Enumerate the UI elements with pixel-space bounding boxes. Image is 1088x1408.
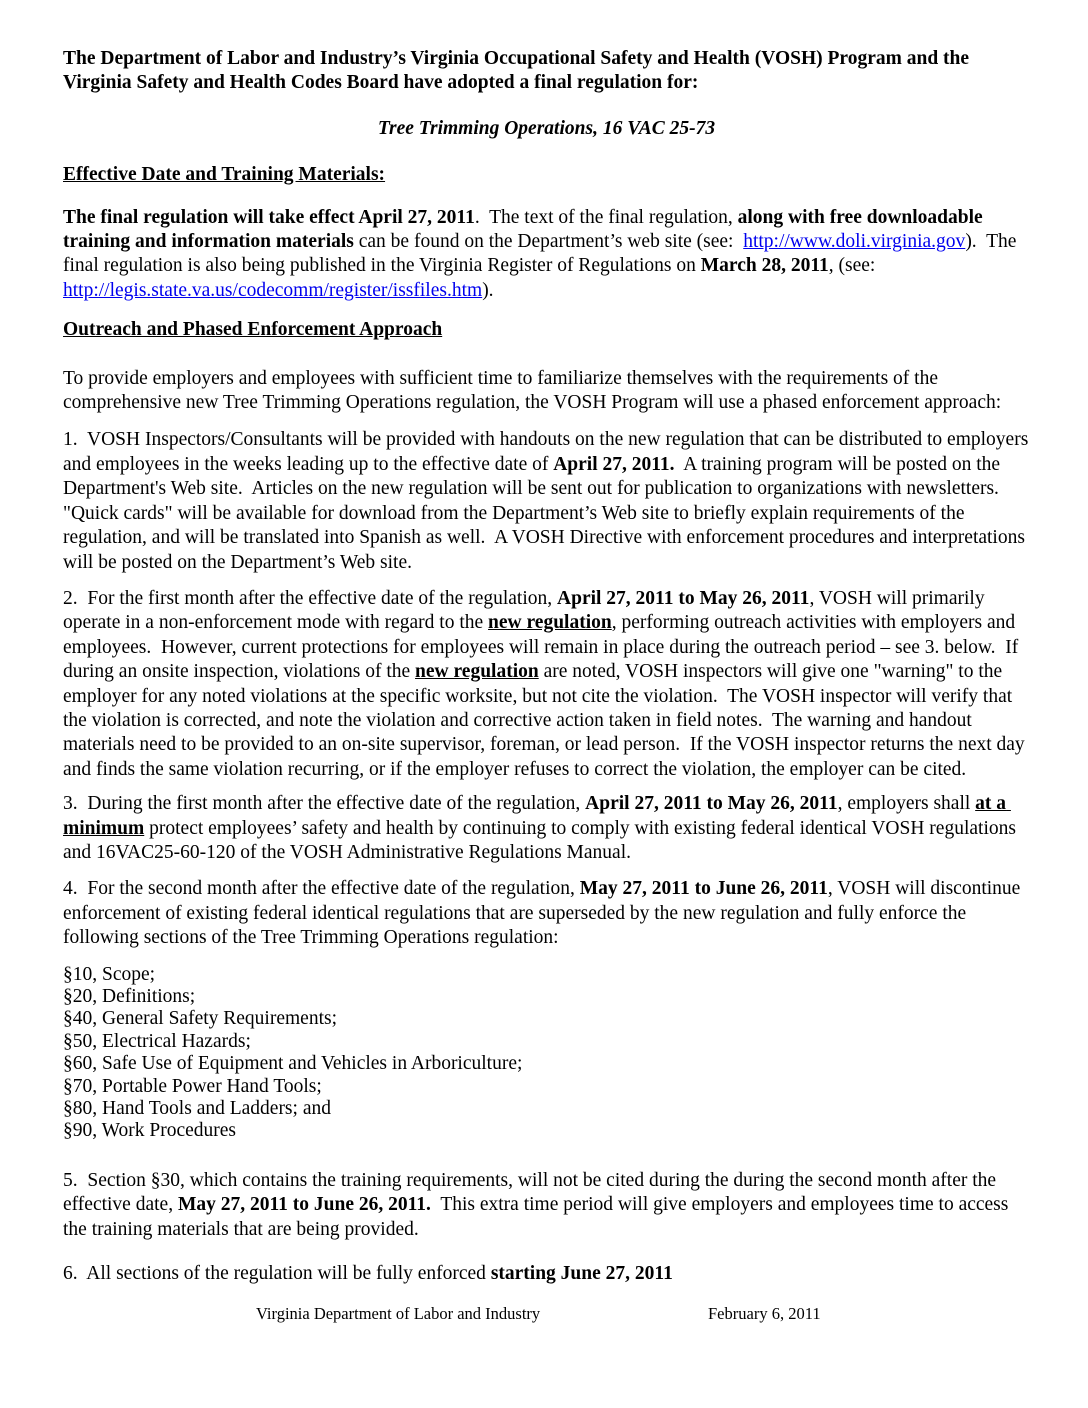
text-run: at a minimum [63, 793, 1011, 839]
text-run: , employers shall [837, 793, 976, 815]
text-run: The Department of Labor and Industry’s Virginia Occupational Safety and Health (VOSH) Program and the Virginia Safety and Health Codes Board have adopted a final regulation for: [63, 48, 974, 94]
text-run: 5. Section §30, which contains the training requirements, will not be cited during the during the second month after the effective date, [63, 1169, 1001, 1216]
text-run: 6. All sections of the regulation will be fully enforced [63, 1263, 491, 1285]
text-run: April 27, 2011 to May 26, 2011 [557, 587, 810, 609]
regulation-title: Tree Trimming Operations, 16 VAC 25-73 [377, 117, 716, 139]
numbered-item-5 [63, 1169, 1030, 1242]
text-run: The final regulation will take effect April 27, 2011 [63, 206, 475, 228]
text-run: are noted, VOSH inspectors will give one "warning" to the employer for any noted violations at the specific worksite, but not cite the violation. The VOSH inspector will verify that the violation is corrected, and note the violation and corrective action taken in field notes. The warning and handout materials need to be provided to an on-site supervisor, foreman, or lead person. If the VOSH inspector returns the next day and finds the same violation recurring, or if the employer refuses to correct the violation, the employer can be cited. [63, 661, 1030, 780]
text-run: To provide employers and employees with sufficient time to familiarize themselves with the requirements of the comprehensive new Tree Trimming Operations regulation, the VOSH Program will use a phased enforcement approach: [63, 367, 1002, 414]
text-run: can be found on the Department’s web site (see: [353, 231, 744, 253]
text-run: . The text of the final regulation, [474, 206, 738, 228]
text-run: starting June 27, 2011 [490, 1263, 673, 1285]
paragraph-outreach-intro [63, 367, 1030, 416]
text-run: ). The final regulation is also being published in the Virginia Register of Regulations on [63, 231, 1022, 277]
text-run: March 28, 2011 [700, 255, 829, 277]
numbered-item-3 [63, 792, 1030, 865]
hyperlink[interactable]: http://legis.state.va.us/codecomm/register/issfiles.htm [63, 279, 483, 301]
intro-paragraph [63, 47, 1030, 96]
text-run: 4. For the second month after the effective date of the regulation, [63, 878, 580, 900]
section-list-item: §40, General Safety Requirements; [63, 1008, 337, 1030]
text-run: April 27, 2011. [553, 453, 675, 475]
heading-effective-date: Effective Date and Training Materials: [63, 164, 386, 186]
text-run: , VOSH will primarily operate in a non-enforcement mode with regard to the [63, 587, 990, 634]
numbered-item-1 [63, 428, 1034, 574]
text-run: protect employees’ safety and health by continuing to comply with existing federal identical VOSH regulations and 16VAC25-60-120 of the VOSH Administrative Regulations Manual. [63, 817, 1021, 863]
text-run: 3. During the first month after the effective date of the regulation, [63, 793, 586, 815]
paragraph-effective-date [63, 206, 1030, 304]
text-run: 1. VOSH Inspectors/Consultants will be provided with handouts on the new regulation that can be distributed to employers and employees in the weeks leading up to the effective date of [63, 429, 1034, 475]
text-run: new regulation [488, 612, 612, 634]
heading-outreach-approach: Outreach and Phased Enforcement Approach [63, 319, 443, 341]
section-list-item: §20, Definitions; [63, 986, 196, 1007]
text-run: This extra time period will give employers and employees time to access the training materials that are being provided. [63, 1194, 1014, 1240]
text-run: May 27, 2011 to June 26, 2011 [579, 878, 828, 900]
document-content [63, 47, 1034, 1286]
footer-date: February 6, 2011 [708, 1304, 821, 1323]
text-run: ). [482, 279, 494, 301]
section-list-item: §50, Electrical Hazards; [63, 1030, 251, 1052]
footer-agency-name: Virginia Department of Labor and Industry [256, 1304, 541, 1323]
text-run: , VOSH will discontinue enforcement of existing federal identical regulations that are superseded by the new regulation and fully enforce the following sections of the Tree Trimming Operations regulation: [63, 878, 1026, 949]
numbered-item-2 [63, 587, 1030, 782]
text-run: A training program will be posted on the Department's Web site. Articles on the new regulation will be sent out for publication to organizations with newsletters. "Quick cards" will be available for download from the Department’s Web site to briefly explain requirements of the regulation, and will be translated into Spanish as well. A VOSH Directive with enforcement procedures and interpretations will be posted on the Department’s Web site. [63, 453, 1030, 573]
section-list-item: §90, Work Procedures [63, 1120, 236, 1142]
text-run: , performing outreach activities with employers and employees. However, current protections for employees will remain in place during the outreach period – see 3. below. If during an onsite inspection, violations of the [63, 612, 1024, 683]
section-list-item: §80, Hand Tools and Ladders; and [63, 1098, 331, 1120]
text-run: , (see: [828, 255, 881, 277]
hyperlink[interactable]: http://www.doli.virginia.gov [743, 231, 966, 253]
text-run: new regulation [415, 661, 539, 683]
numbered-item-6 [63, 1262, 1030, 1286]
text-run: May 27, 2011 to June 26, 2011. [177, 1194, 431, 1216]
section-list-item: §60, Safe Use of Equipment and Vehicles in Arboriculture; [63, 1053, 523, 1075]
text-run: along with free downloadable training and information materials [63, 206, 988, 253]
section-list-item: §70, Portable Power Hand Tools; [63, 1075, 322, 1097]
text-run: 2. For the first month after the effective date of the regulation, [63, 587, 558, 609]
numbered-item-4 [63, 877, 1030, 950]
text-run: April 27, 2011 to May 26, 2011 [585, 793, 838, 815]
regulation-sections-list [63, 964, 1030, 1143]
section-list-item: §10, Scope; [63, 963, 156, 985]
